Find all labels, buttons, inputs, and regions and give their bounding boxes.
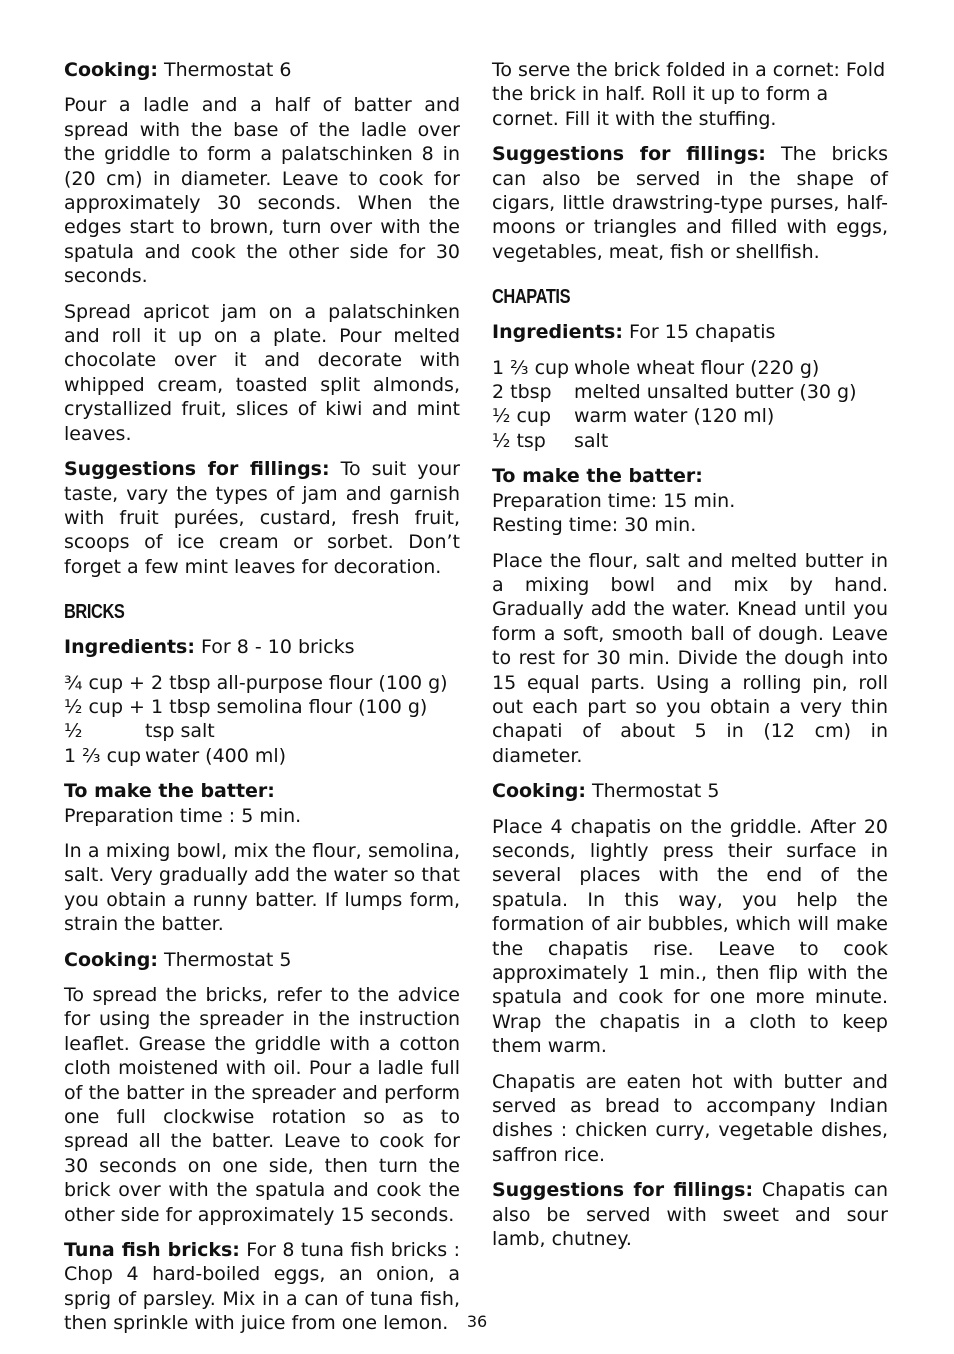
ingredients-line xyxy=(492,320,888,344)
suggestions-paragraph xyxy=(492,1178,888,1251)
ingredient-quantity: 2 tbsp xyxy=(492,381,552,404)
ingredient-row xyxy=(64,695,460,719)
prep-time: Preparation time : 5 min. xyxy=(64,804,302,827)
cooking-label: Cooking: xyxy=(64,948,158,971)
ingredient-quantity: ½ cup xyxy=(492,405,552,428)
cooking-label: Cooking: xyxy=(64,59,158,81)
tuna-label: Tuna fish bricks: xyxy=(64,1239,240,1262)
ingredient-row xyxy=(64,719,460,743)
ingredient-row xyxy=(64,744,460,768)
ingredient-row xyxy=(492,429,888,453)
suggestions-paragraph xyxy=(492,142,888,264)
ingredient-quantity: ½ tsp xyxy=(492,429,546,452)
ingredient-text: ½ cup + 1 tbsp semolina flour (100 g) xyxy=(64,695,428,718)
cooking-text: Thermostat 5 xyxy=(585,780,720,803)
ingredient-text: whole wheat flour (220 g) xyxy=(574,356,820,379)
batter-label xyxy=(64,779,460,803)
rest-time: Resting time: 30 min. xyxy=(492,514,697,537)
paragraph: Spread apricot jam on a palatschinken and roll it up on a plate. Pour melted chocolate over it and decorate with whipped cream, toasted split almonds, crystallized fruit, slices of kiwi and mint leaves. xyxy=(64,300,460,445)
ingredient-row xyxy=(492,356,888,380)
left-column xyxy=(64,58,460,1347)
paragraph: Place 4 chapatis on the griddle. After 20 seconds, lightly press their surface in several places with the end of the spatula. In this way, you help the formation of air bubbles, which will make the chapatis rise. Leave to cook approximately 1 min., then flip with the spatula and cook for one more minute. Wrap the chapatis in a cloth to keep them warm. xyxy=(492,815,888,1058)
ingredients-line xyxy=(64,635,460,659)
ingredient-quantity: 1 ²⁄₃ cup xyxy=(64,744,142,767)
ingredients-label: Ingredients: xyxy=(64,636,195,659)
paragraph: Chapatis are eaten hot with butter and served as bread to accompany Indian dishes : chicken curry, vegetable dishes, saffron rice. xyxy=(492,1070,888,1166)
suggestions-paragraph xyxy=(64,457,460,579)
cooking-text: Thermostat 5 xyxy=(157,948,292,971)
ingredient-text: tsp salt xyxy=(145,720,215,743)
tuna-text: For 8 tuna fish bricks : Chop 4 hard-boiled eggs, an onion, a sprig of parsley. Mix in a can of tuna fish, then sprinkle with juice from one lemon. xyxy=(64,1239,460,1335)
batter-label xyxy=(492,464,888,488)
ingredient-row xyxy=(492,404,888,428)
page-number: 36 xyxy=(466,1312,488,1331)
prep-time: Preparation time: 15 min. xyxy=(492,489,736,512)
suggestions-text: To suit your taste, vary the types of jam and garnish with fruit purées, custard, fresh fruit, scoops of ice cream or sorbet. Don’t forget a few mint leaves for decoration. xyxy=(64,458,460,578)
cooking-label: Cooking: xyxy=(492,780,586,803)
suggestions-text: Chapatis can also be served with sweet and sour lamb, chutney. xyxy=(492,1179,889,1251)
ingredients-text: For 15 chapatis xyxy=(622,321,776,344)
paragraph: Pour a ladle and a half of batter and spread with the base of the ladle over the griddle to form a palatschinken 8 in (20 cm) in diameter. Leave to cook for approximately 30 seconds. When the edges start to brown, turn over with the spatula and cook the other side for 30 seconds. xyxy=(64,94,460,288)
suggestions-label: Suggestions for fillings: xyxy=(492,1179,754,1202)
ingredient-text: ¾ cup + 2 tbsp all-purpose flour (100 g) xyxy=(64,671,448,694)
suggestions-text: The bricks can also be served in the shape of cigars, little drawstring-type purses, half-moons or triangles and filled with eggs, vegetables, meat, fish or shellfish. xyxy=(492,143,888,263)
ingredient-text: melted unsalted butter (30 g) xyxy=(574,381,857,404)
batter-label-text: To make the batter: xyxy=(64,780,275,803)
ingredients-list xyxy=(64,671,460,769)
paragraph: To spread the bricks, refer to the advice for using the spreader in the instruction leaflet. Grease the griddle with a cotton cloth moistened with oil. Pour a ladle full of the batter in the spreader and perform one full clockwise rotation so as to spread all the batter. Leave to cook for 30 seconds on one side, then turn the brick over with the spatula and cook the other side for approximately 15 seconds. xyxy=(64,984,460,1226)
paragraph: In a mixing bowl, mix the flour, semolina, salt. Very gradually add the water so that you obtain a runny batter. If lumps form, strain the batter. xyxy=(64,839,460,936)
bricks-heading: BRICKS xyxy=(64,601,125,624)
ingredient-text: water (400 ml) xyxy=(145,744,287,767)
ingredient-row xyxy=(64,671,460,695)
batter-label-text: To make the batter: xyxy=(492,465,703,488)
ingredient-text: salt xyxy=(574,429,609,452)
chapatis-heading: CHAPATIS xyxy=(492,286,571,309)
cooking-line xyxy=(492,779,888,803)
ingredients-label: Ingredients: xyxy=(492,321,623,344)
ingredients-list xyxy=(492,356,888,454)
suggestions-label: Suggestions for fillings: xyxy=(64,458,330,481)
cooking-line xyxy=(64,948,460,972)
ingredient-quantity: ½ xyxy=(64,720,83,743)
cooking-text: Thermostat 6 xyxy=(157,59,292,81)
ingredients-text: For 8 - 10 bricks xyxy=(194,636,355,659)
cooking-line xyxy=(64,58,460,82)
ingredient-row xyxy=(492,380,888,404)
ingredient-quantity: 1 ²⁄₃ cup xyxy=(492,356,570,379)
ingredient-text: warm water (120 ml) xyxy=(574,405,775,428)
paragraph: To serve the brick folded in a cornet: Fold the brick in half. Roll it up to form a cornet. Fill it with the stuffing. xyxy=(492,59,886,130)
paragraph: Place the flour, salt and melted butter in a mixing bowl and mix by hand. Gradually add the water. Knead until you form a soft, smooth ball of dough. Leave to rest for 30 min. Divide the dough into 15 equal parts. Using a rolling pin, roll out each part so you obtain a very thin chapati of about 5 in (12 cm) in diameter. xyxy=(492,549,888,767)
right-column xyxy=(492,58,888,1262)
suggestions-label: Suggestions for fillings: xyxy=(492,143,766,166)
